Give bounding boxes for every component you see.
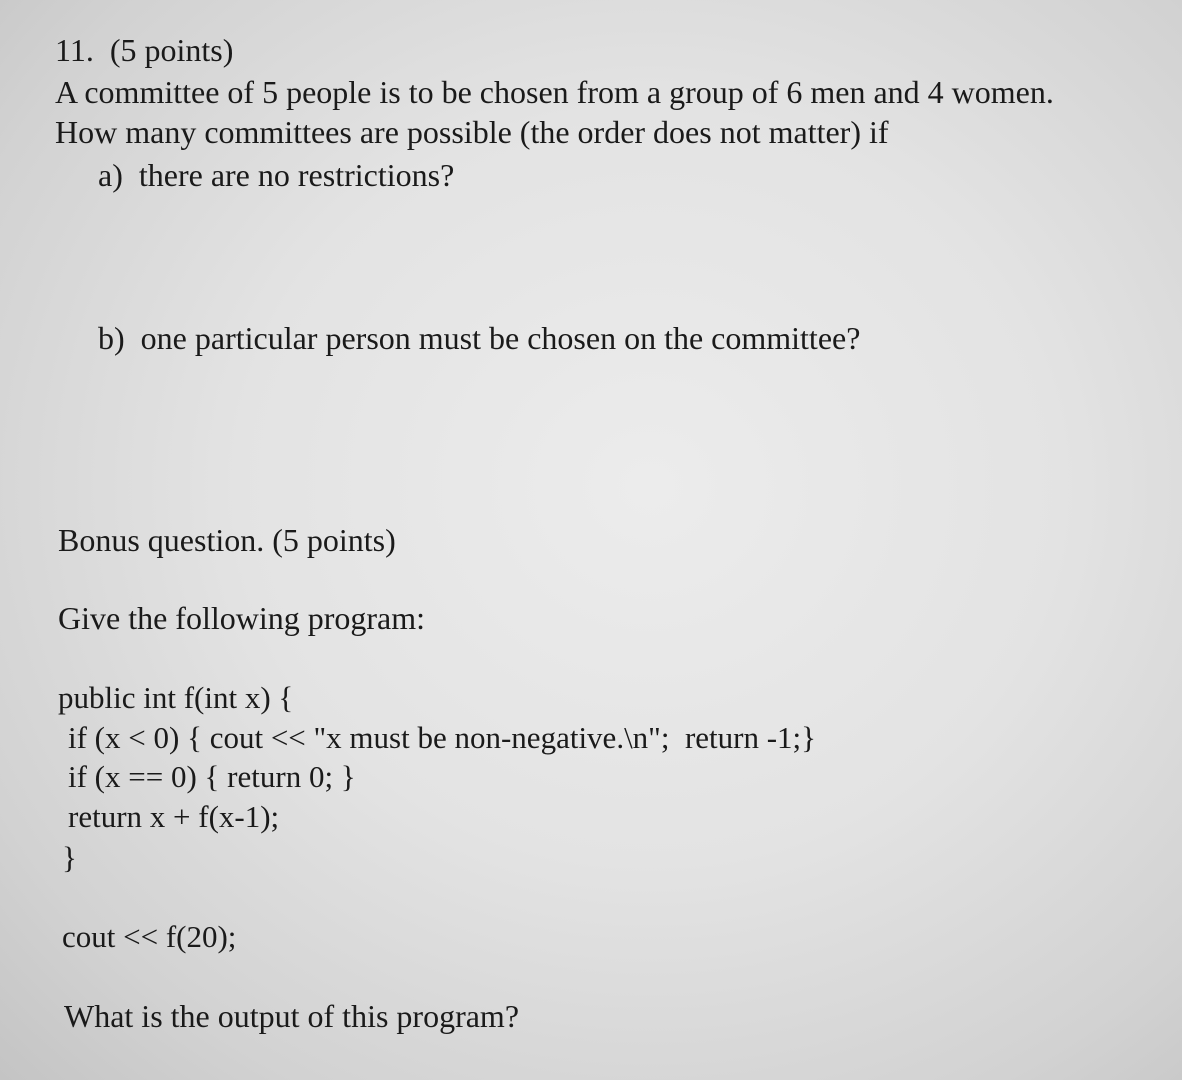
- question-11-part-a: a) there are no restrictions?: [98, 157, 455, 193]
- code-line: if (x == 0) { return 0; }: [68, 759, 356, 794]
- code-line: }: [62, 840, 77, 875]
- question-11-heading: 11. (5 points): [55, 32, 234, 68]
- code-line: if (x < 0) { cout << "x must be non-negative.\n"; return -1;}: [68, 720, 817, 755]
- question-11-statement-line1: A committee of 5 people is to be chosen from a group of 6 men and 4 women.: [55, 74, 1054, 110]
- question-11-part-b: b) one particular person must be chosen on the committee?: [98, 320, 861, 356]
- code-line: return x + f(x-1);: [68, 799, 280, 834]
- bonus-heading: Bonus question. (5 points): [58, 522, 396, 558]
- question-11-statement-line2: How many committees are possible (the order does not matter) if: [55, 114, 889, 150]
- code-line: public int f(int x) {: [58, 680, 294, 715]
- bonus-prompt: What is the output of this program?: [64, 998, 520, 1034]
- function-call-line: cout << f(20);: [62, 919, 237, 954]
- bonus-intro: Give the following program:: [58, 600, 426, 636]
